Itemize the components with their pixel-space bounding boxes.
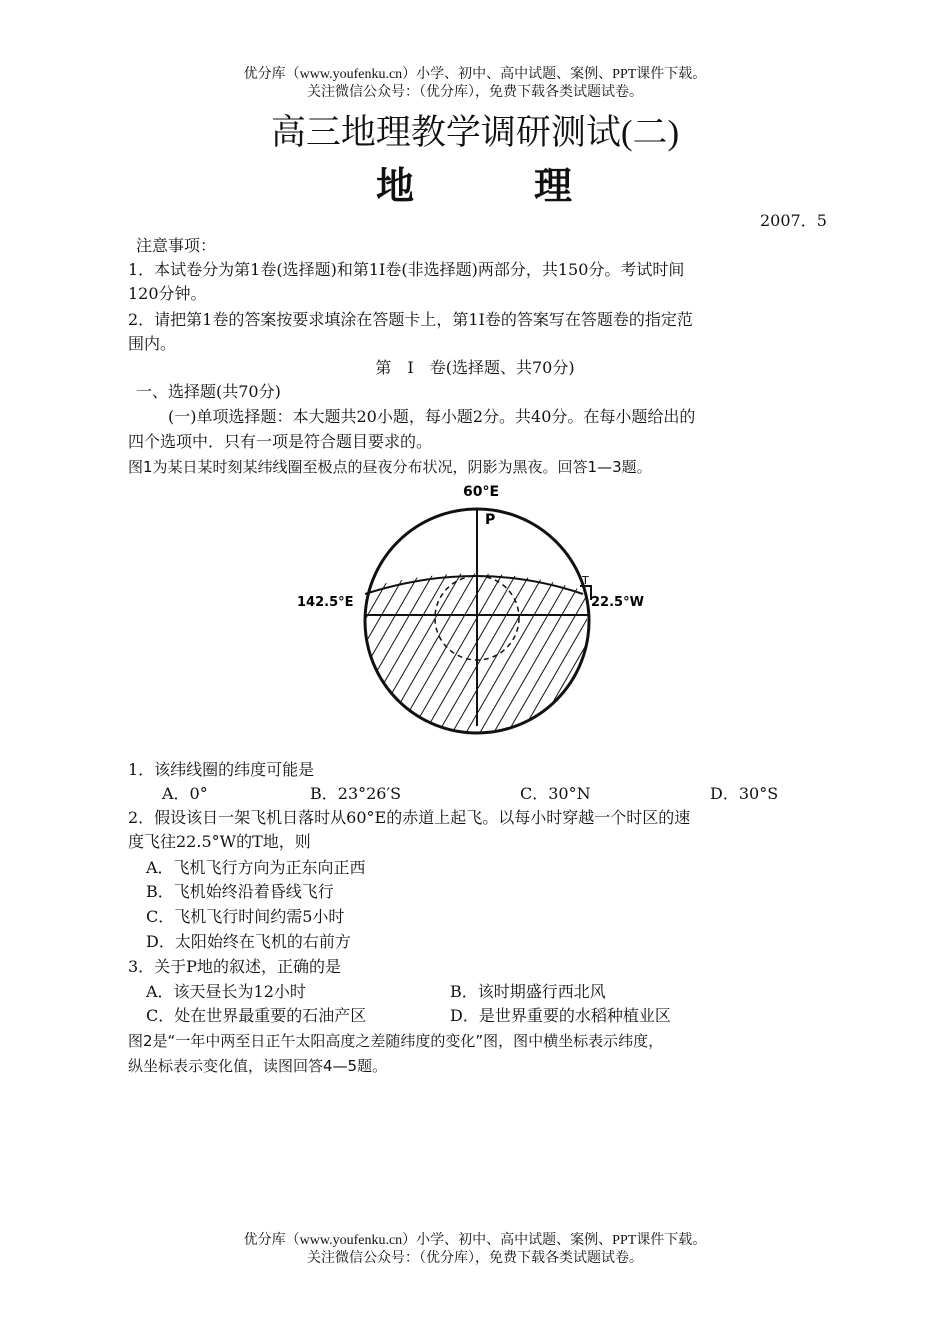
label-t: T xyxy=(582,574,589,587)
exam-title: 高三地理教学调研测试(二) xyxy=(270,113,680,152)
exam-date: 2007．5 xyxy=(760,211,827,230)
q2-option-b: B．飞机始终沿着昏线飞行 xyxy=(146,882,334,901)
subject-char-2: 理 xyxy=(533,164,574,208)
notice-item1-line1: 1．本试卷分为第1卷(选择题)和第1I卷(非选择题)两部分，共150分。考试时间 xyxy=(128,260,685,279)
q1-option-d: D．30°S xyxy=(710,784,779,803)
header-banner-line2: 关注微信公众号：（优分库），免费下载各类试题试卷。 xyxy=(307,85,643,100)
q3-option-c: C．处在世界最重要的石油产区 xyxy=(146,1006,367,1025)
subsection1-line2: 四个选项中．只有一项是符合题目要求的。 xyxy=(128,432,433,451)
figure2-intro-line2: 纵坐标表示变化值，读图回答4—5题。 xyxy=(128,1057,388,1075)
subject-title xyxy=(0,163,950,209)
label-60e: 60°E xyxy=(463,484,500,500)
q2-option-c: C．飞机飞行时间约需5小时 xyxy=(146,907,345,926)
q1-option-c: C．30°N xyxy=(520,784,591,803)
figure1-day-night-diagram xyxy=(295,476,655,736)
night-shaded-region xyxy=(355,574,595,737)
label-142-5e: 142.5°E xyxy=(297,595,354,610)
q3-option-d: D．是世界重要的水稻种植业区 xyxy=(450,1006,671,1025)
notice-item2-line1: 2．请把第1卷的答案按要求填涂在答题卡上，第1I卷的答案写在答题卷的指定范 xyxy=(128,310,693,329)
subject-char-1: 地 xyxy=(375,164,416,208)
label-22-5w: 22.5°W xyxy=(591,595,644,610)
footer-banner-line2: 关注微信公众号：（优分库），免费下载各类试题试卷。 xyxy=(307,1251,643,1266)
notice-item1-line2: 120分钟。 xyxy=(128,284,207,303)
q1-option-b: B．23°26′S xyxy=(310,784,402,803)
q2-stem-line2: 度飞往22.5°W的T地，则 xyxy=(128,832,311,851)
header-banner-line1: 优分库（www.youfenku.cn）小学、初中、高中试题、案例、PPT课件下载。 xyxy=(243,67,707,82)
notice-heading: 注意事项： xyxy=(136,236,217,255)
q1-stem: 1．该纬线圈的纬度可能是 xyxy=(128,760,315,779)
footer-banner-line1: 优分库（www.youfenku.cn）小学、初中、高中试题、案例、PPT课件下载。 xyxy=(243,1233,707,1248)
q3-option-a: A．该天昼长为12小时 xyxy=(146,982,306,1001)
q2-option-d: D．太阳始终在飞机的右前方 xyxy=(146,932,351,951)
figure2-intro-line1: 图2是“一年中两至日正午太阳高度之差随纬度的变化”图，图中横坐标表示纬度， xyxy=(128,1032,664,1050)
q2-option-a: A．飞机飞行方向为正东向正西 xyxy=(146,858,366,877)
q3-option-b: B．该时期盛行西北风 xyxy=(450,982,606,1001)
label-p: P xyxy=(485,512,496,528)
subsection1-line1: (一)单项选择题：本大题共20小题，每小题2分。共40分。在每小题给出的 xyxy=(168,407,696,426)
part1-heading: 第 Ⅰ 卷(选择题、共70分) xyxy=(375,358,575,377)
notice-item2-line2: 围内。 xyxy=(128,334,177,353)
q2-stem-line1: 2．假设该日一架飞机日落时从60°E的赤道上起飞。以每小时穿越一个时区的速 xyxy=(128,808,691,827)
section1-heading: 一、选择题(共70分) xyxy=(136,382,281,401)
q3-stem: 3．关于P地的叙述，正确的是 xyxy=(128,957,341,976)
q1-option-a: A．0° xyxy=(162,784,208,803)
figure1-intro: 图1为某日某时刻某纬线圈至极点的昼夜分布状况，阴影为黑夜。回答1—3题。 xyxy=(128,458,652,476)
